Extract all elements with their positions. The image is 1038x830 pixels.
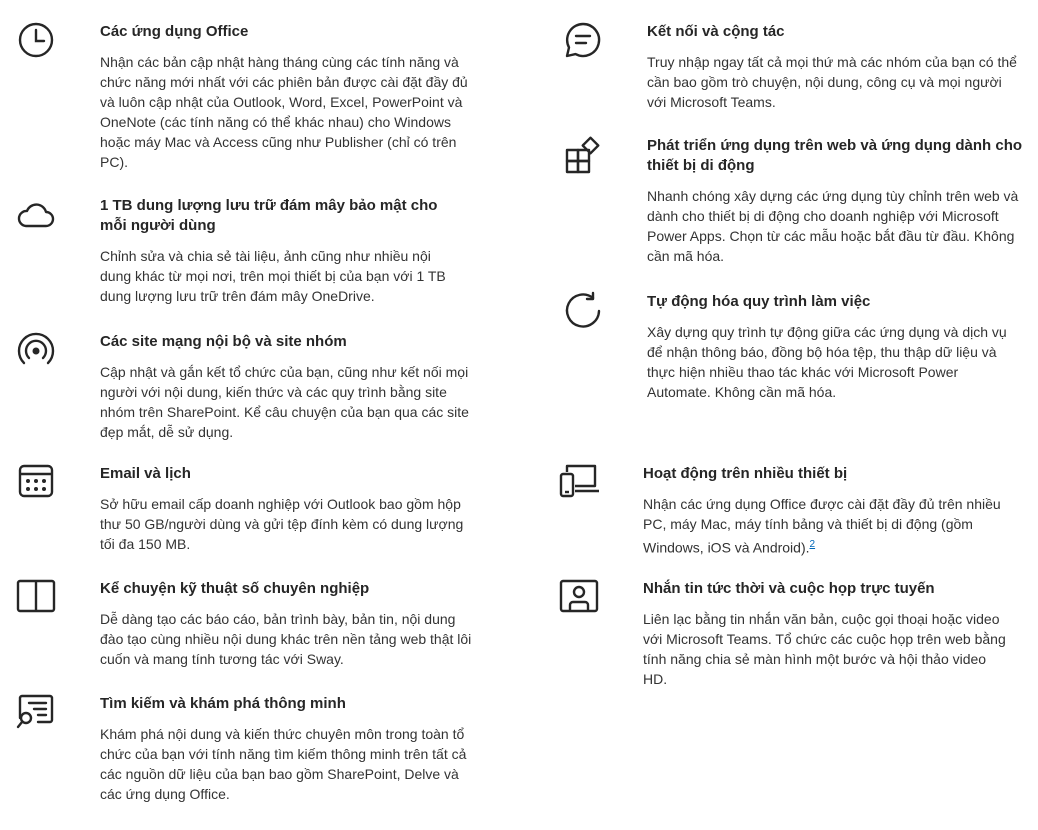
feature-description: Khám phá nội dung và kiến thức chuyên môn trong toàn tổ chức của bạn với tính năng tìm kiếm thông minh trên tất cả các nguồn dữ liệu của bạn bao gồm SharePoint, Delve và các ứng dụng Office. — [100, 726, 467, 802]
book-icon — [16, 577, 56, 617]
video-person-icon — [559, 577, 599, 617]
apps-icon — [563, 136, 603, 176]
calendar-icon — [16, 462, 56, 502]
feature-description: Xây dựng quy trình tự động giữa các ứng dụng và dịch vụ để nhận thông báo, đồng bộ hóa tệp, thu thập dữ liệu và thực hiện nhiều thao tác khác với Microsoft Power Automate. Không cần mã hóa. — [647, 324, 1007, 400]
feature-description: Dễ dàng tạo các báo cáo, bản trình bày, bản tin, nội dung đào tạo cùng nhiều nội dung khác trên nền tảng web thật lôi cuốn và mang tính tương tác với Sway. — [100, 611, 472, 667]
feature-description: Chỉnh sửa và chia sẻ tài liệu, ảnh cũng như nhiều nội dung khác từ mọi nơi, trên mọi thiết bị của bạn với 1 TB dung lượng lưu trữ trên đám mây OneDrive. — [100, 248, 446, 304]
feature-description: Nhận các bản cập nhật hàng tháng cùng các tính năng và chức năng mới nhất với các phiên bản được cài đặt đầy đủ và luôn cập nhật của Outlook, Word, Excel, PowerPoint và OneNote (các tính năng có thể khác nhau) cho Windows hoặc máy Mac và Access cũng như Publisher (chỉ có trên PC). — [100, 54, 468, 170]
feature-description: Cập nhật và gắn kết tổ chức của bạn, cũng như kết nối mọi người với nội dung, kiến thức và các quy trình bằng site nhóm trên SharePoint. Kể câu chuyện của bạn qua các site đẹp mắt, dễ sử dụng. — [100, 364, 469, 440]
feature-title: Các site mạng nội bộ và site nhóm — [100, 333, 347, 350]
feature-description: Sở hữu email cấp doanh nghiệp với Outlook bao gồm hộp thư 50 GB/người dùng và gửi tệp đính kèm có dung lượng tối đa 150 MB. — [100, 496, 464, 552]
feature-description — [643, 494, 1013, 558]
feature-title: 1 TB dung lượng lưu trữ đám mây bảo mật cho mỗi người dùng — [100, 197, 438, 234]
feature-title: Tự động hóa quy trình làm việc — [647, 293, 871, 310]
feature-title: Các ứng dụng Office — [100, 23, 249, 40]
broadcast-icon — [16, 330, 56, 370]
feature-title: Nhắn tin tức thời và cuộc họp trực tuyến — [643, 580, 935, 597]
feature-title: Kể chuyện kỹ thuật số chuyên nghiệp — [100, 580, 370, 597]
feature-title: Email và lịch — [100, 465, 191, 482]
feature-description: Liên lạc bằng tin nhắn văn bản, cuộc gọi thoại hoặc video với Microsoft Teams. Tổ chức các cuộc họp trên web bằng tính năng chia sẻ màn hình một bước và hội thảo video HD. — [643, 611, 1006, 687]
feature-title: Kết nối và cộng tác — [647, 23, 785, 40]
refresh-icon — [563, 290, 603, 330]
feature-title: Tìm kiếm và khám phá thông minh — [100, 695, 346, 712]
cloud-icon — [16, 196, 56, 236]
chat-icon — [563, 20, 603, 60]
search-document-icon — [16, 692, 56, 732]
devices-icon — [559, 462, 599, 502]
feature-title: Hoạt động trên nhiều thiết bị — [643, 465, 848, 482]
feature-description: Nhanh chóng xây dựng các ứng dụng tùy chỉnh trên web và dành cho thiết bị di động cho doanh nghiệp với Microsoft Power Apps. Chọn từ các mẫu hoặc bắt đầu từ đầu. Không cần mã hóa. — [647, 188, 1019, 264]
feature-description-text: Nhận các ứng dụng Office được cài đặt đầy đủ trên nhiều PC, máy Mac, máy tính bảng và thiết bị di động (gồm Windows, iOS và Android). — [643, 496, 1001, 556]
clock-icon — [16, 20, 56, 60]
feature-title: Phát triển ứng dụng trên web và ứng dụng dành cho thiết bị di động — [647, 137, 1023, 174]
footnote-link[interactable]: 2 — [809, 539, 816, 550]
feature-description: Truy nhập ngay tất cả mọi thứ mà các nhóm của bạn có thể cần bao gồm trò chuyện, nội dung, công cụ và mọi người với Microsoft Teams. — [647, 54, 1017, 110]
